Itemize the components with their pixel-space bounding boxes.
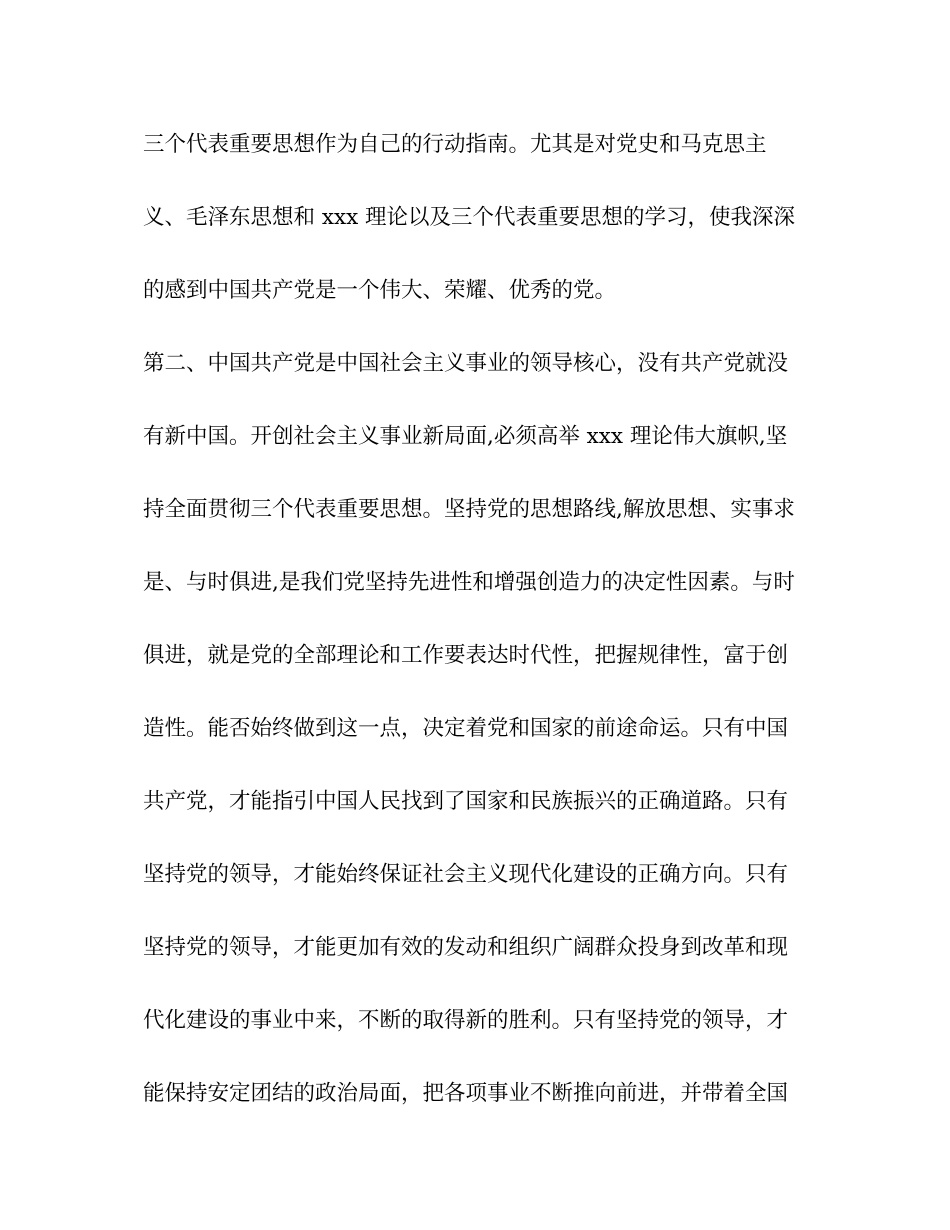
text-line: 第二、中国共产党是中国社会主义事业的领导核心，没有共产党就没 xyxy=(143,351,789,376)
text-line: 俱进，就是党的全部理论和工作要表达时代性，把握规律性，富于创 xyxy=(143,643,789,668)
text-line: 能保持安定团结的政治局面，把各项事业不断推向前进，并带着全国 xyxy=(143,1081,789,1106)
text-line: 持全面贯彻三个代表重要思想。坚持党的思想路线,解放思想、实事求 xyxy=(143,497,795,522)
text-line: 代化建设的事业中来，不断的取得新的胜利。只有坚持党的领导，才 xyxy=(143,1008,789,1033)
text-line: 坚持党的领导，才能始终保证社会主义现代化建设的正确方向。只有 xyxy=(143,862,789,887)
text-line: 坚持党的领导，才能更加有效的发动和组织广阔群众投身到改革和现 xyxy=(143,935,789,960)
text-line: 三个代表重要思想作为自己的行动指南。尤其是对党史和马克思主 xyxy=(143,132,767,157)
text-line: 有新中国。开创社会主义事业新局面,必须高举 xxx 理论伟大旗帜,坚 xyxy=(143,424,788,449)
text-line: 的感到中国共产党是一个伟大、荣耀、优秀的党。 xyxy=(143,278,617,303)
text-line: 义、毛泽东思想和 xxx 理论以及三个代表重要思想的学习，使我深深 xyxy=(143,205,796,230)
text-line: 造性。能否始终做到这一点，决定着党和国家的前途命运。只有中国 xyxy=(143,716,789,741)
text-line: 是、与时俱进,是我们党坚持先进性和增强创造力的决定性因素。与时 xyxy=(143,570,795,595)
text-line: 共产党，才能指引中国人民找到了国家和民族振兴的正确道路。只有 xyxy=(143,789,789,814)
